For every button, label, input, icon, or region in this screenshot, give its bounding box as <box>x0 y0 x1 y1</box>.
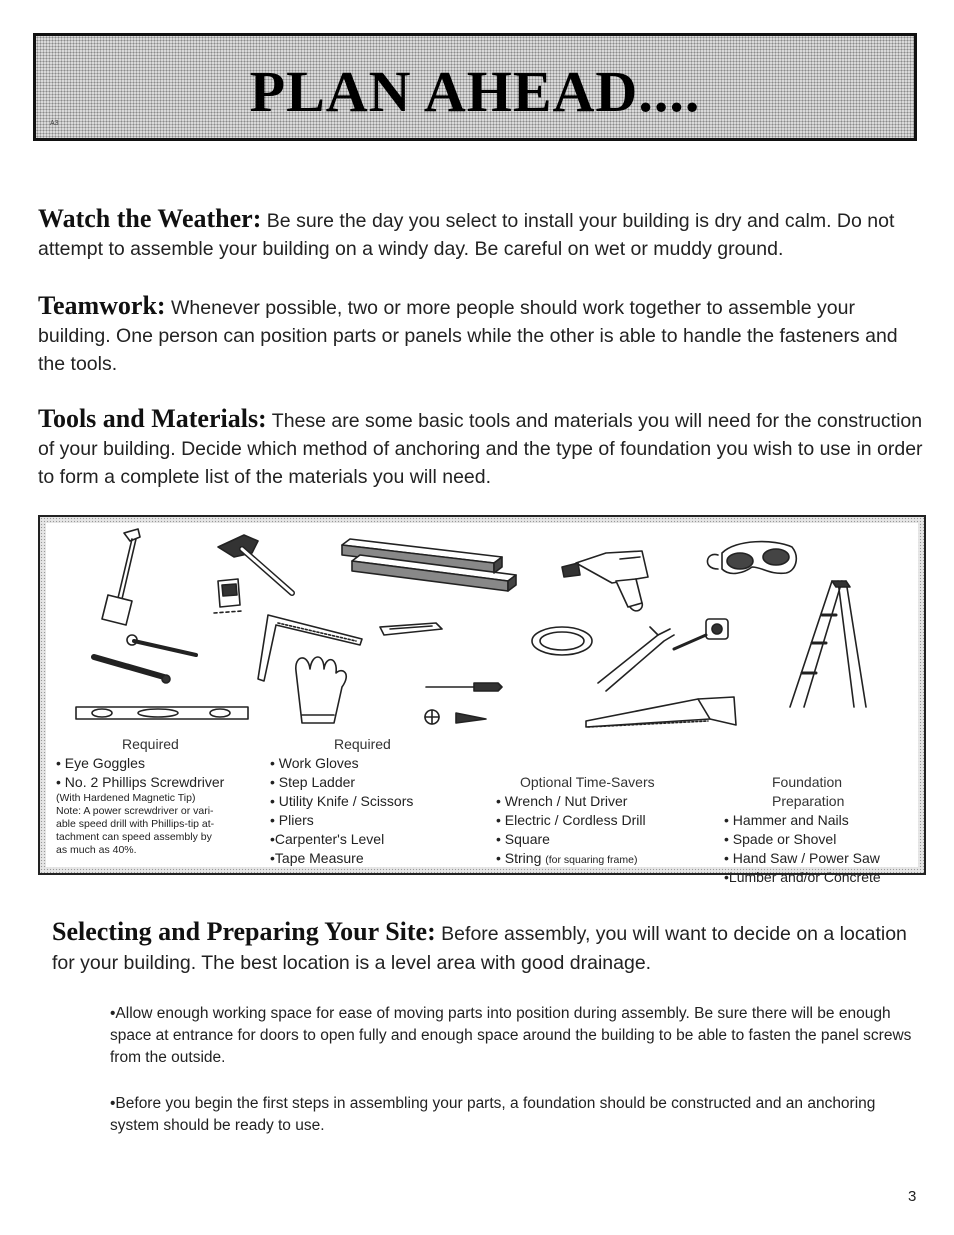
list-item: • Spade or Shovel <box>724 831 837 847</box>
tools-materials-heading: Tools and Materials: <box>38 404 267 433</box>
bullet-paragraph: •Allow enough working space for ease of moving parts into position during assembly. Be sure there will be enough space at entrance for doors to open fully and enough space around the building to be able to fasten the panel screws from the outside. <box>110 1005 912 1066</box>
title-banner <box>33 33 917 141</box>
list-item: • Eye Goggles <box>56 755 145 771</box>
tools-materials-paragraph <box>38 405 923 491</box>
screwdriver-note: (With Hardened Magnetic Tip) <box>56 792 196 804</box>
foundation-preparation-column <box>724 773 914 887</box>
weather-paragraph <box>38 205 923 263</box>
ladder-icon <box>790 581 866 707</box>
work-gloves-icon <box>296 657 346 723</box>
shovel-icon <box>102 529 140 625</box>
list-item: • Utility Knife / Scissors <box>270 793 414 809</box>
teamwork-heading: Teamwork: <box>38 291 166 320</box>
list-item: • No. 2 Phillips Screwdriver <box>56 774 225 790</box>
page-number: 3 <box>908 1188 917 1205</box>
site-paragraph <box>52 917 914 978</box>
drill-icon <box>562 551 648 611</box>
column-header: Required <box>122 736 179 752</box>
list-item: • Step Ladder <box>270 774 356 790</box>
column-header: Foundation Preparation <box>772 774 845 809</box>
list-item: • Hand Saw / Power Saw <box>724 850 880 866</box>
teamwork-paragraph <box>38 292 923 378</box>
required-column-2 <box>270 735 470 868</box>
list-item: • Wrench / Nut Driver <box>496 793 628 809</box>
page-title: PLAN AHEAD.... <box>249 59 701 124</box>
banner-code: A3 <box>50 120 59 127</box>
bullet-paragraph: •Before you begin the first steps in assembling your parts, a foundation should be constructed and an anchoring system should be ready to use. <box>110 1095 876 1134</box>
hand-saw-icon <box>586 697 736 727</box>
column-header: Required <box>334 736 391 752</box>
tools-materials-text: These are some basic tools and materials you will need for the construction of your building. Decide which method of anchoring and the type of foundation you wish to use in order to form a complete list of the materials you will need. <box>38 410 923 488</box>
string-item-note: (for squaring frame) <box>545 854 638 866</box>
list-item: •Tape Measure <box>270 850 364 866</box>
note-line: Note: A power screwdriver or vari- <box>56 805 214 817</box>
list-item: • Square <box>496 831 550 847</box>
screwdriver-icon <box>426 683 502 691</box>
nail-box-icon <box>214 579 242 613</box>
column-header: Optional Time-Savers <box>520 774 655 790</box>
list-item: • Pliers <box>270 812 314 828</box>
note-line: as much as 40%. <box>56 844 137 856</box>
list-item: • Work Gloves <box>270 755 359 771</box>
string-item-label: • String <box>496 850 542 866</box>
level-icon <box>76 707 248 719</box>
pliers-icon <box>598 627 674 691</box>
tape-measure-icon <box>674 619 728 649</box>
tools-box-inner <box>46 523 918 885</box>
note-line: tachment can speed assembly by <box>56 831 212 843</box>
list-item <box>496 849 726 870</box>
list-item: • Hammer and Nails <box>724 812 849 828</box>
phillips-tip-icon <box>425 710 486 724</box>
note-line: able speed drill with Phillips-tip at- <box>56 818 215 830</box>
tools-box <box>38 515 926 885</box>
string-icon <box>532 627 592 655</box>
utility-knife-icon <box>380 623 442 635</box>
weather-heading: Watch the Weather: <box>38 204 262 233</box>
goggles-icon <box>707 542 796 574</box>
required-column-1 <box>56 735 256 857</box>
lumber-icon <box>342 539 516 591</box>
site-text: Before assembly, you will want to decide on a location for your building. The best location is a level area with good drainage. <box>52 923 907 974</box>
optional-time-savers-column <box>496 773 726 870</box>
wrench-icon <box>94 635 196 683</box>
weather-text: Be sure the day you select to install your building is dry and calm. Do not attempt to assemble your building on a windy day. Be careful on wet or muddy ground. <box>38 210 895 260</box>
teamwork-text: Whenever possible, two or more people should work together to assemble your building. One person can position parts or panels while the other is able to handle the fasteners and the tools. <box>38 297 898 375</box>
list-item: •Carpenter's Level <box>270 831 385 847</box>
site-heading: Selecting and Preparing Your Site: <box>52 917 436 946</box>
list-item: • Electric / Cordless Drill <box>496 812 646 828</box>
list-item: •Lumber and/or Concrete <box>724 869 881 885</box>
